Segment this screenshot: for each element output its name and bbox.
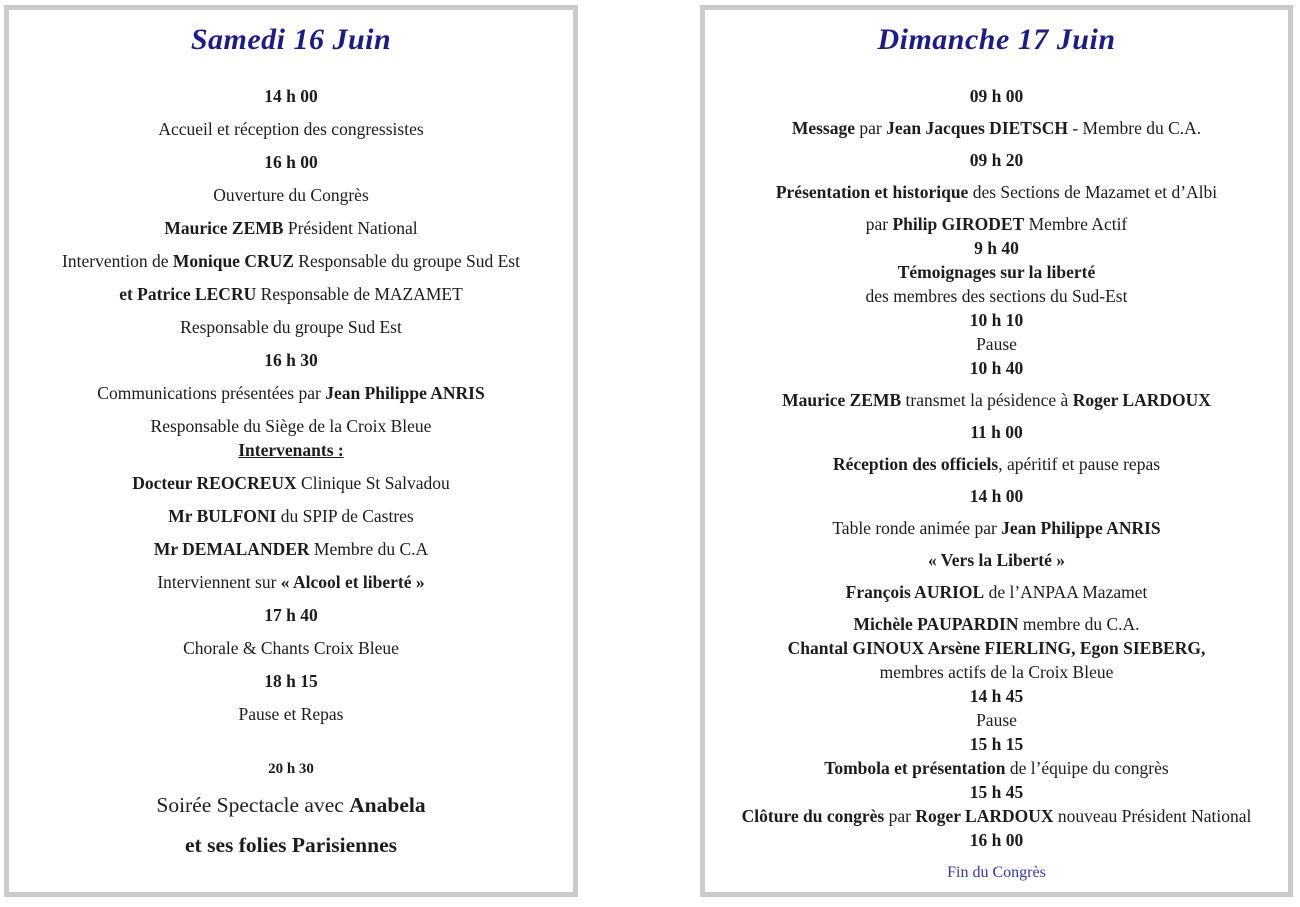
- schedule-line: [711, 452, 1282, 477]
- text-segment: des Sections de Mazamet et d’Albi: [968, 182, 1218, 202]
- text-segment: 18 h 15: [264, 671, 318, 691]
- text-segment: nouveau Président National: [1053, 806, 1252, 826]
- text-segment: Pause et Repas: [238, 704, 344, 724]
- text-segment: et ses folies Parisiennes: [185, 833, 397, 857]
- text-segment: du SPIP de Castres: [276, 506, 414, 526]
- schedule-line: [15, 603, 567, 628]
- schedule-line: [15, 636, 567, 661]
- text-segment: transmet la pésidence à: [901, 390, 1073, 410]
- schedule-line: [711, 732, 1282, 756]
- text-segment: François AURIOL: [845, 582, 985, 602]
- text-segment: Réception des officiels: [832, 454, 999, 474]
- schedule-line: [711, 484, 1282, 509]
- text-segment: Ouverture du Congrès: [213, 185, 369, 205]
- text-segment: Jean Philippe ANRIS: [1001, 518, 1161, 538]
- text-segment: Membre Actif: [1024, 214, 1128, 234]
- schedule-line: [711, 260, 1282, 284]
- text-segment: , apéritif et pause repas: [998, 454, 1161, 474]
- text-segment: Maurice ZEMB: [782, 390, 902, 410]
- text-segment: Intervention de: [62, 251, 173, 271]
- text-segment: Message: [791, 118, 856, 138]
- text-segment: Roger LARDOUX: [915, 806, 1054, 826]
- text-segment: par: [855, 118, 887, 138]
- text-segment: Tombola et présentation: [824, 758, 1006, 778]
- text-segment: Jean Jacques DIETSCH: [886, 118, 1068, 138]
- schedule-saturday: [9, 84, 573, 860]
- schedule-line: [711, 660, 1282, 684]
- text-segment: membres actifs de la Croix Bleue: [879, 662, 1114, 682]
- text-segment: Michèle PAUPARDIN: [853, 614, 1019, 634]
- text-segment: Communications présentées par: [97, 383, 326, 403]
- text-segment: 14 h 45: [969, 686, 1024, 706]
- schedule-line: [711, 780, 1282, 804]
- text-segment: Président National: [283, 218, 418, 238]
- text-segment: Intervenants :: [238, 440, 344, 460]
- schedule-line: [711, 548, 1282, 573]
- text-segment: Témoignages sur la liberté: [897, 262, 1096, 282]
- schedule-line: [15, 315, 567, 340]
- program-page-sunday: [700, 5, 1293, 897]
- text-segment: Mr DEMALANDER: [153, 539, 310, 559]
- text-segment: et Patrice LECRU: [119, 284, 257, 304]
- text-segment: Pause: [976, 710, 1017, 730]
- text-segment: 17 h 40: [264, 605, 318, 625]
- text-segment: par: [865, 214, 893, 234]
- schedule-line: [711, 116, 1282, 141]
- page-title-sunday: Dimanche 17 Juin: [877, 23, 1116, 56]
- text-segment: de l’équipe du congrès: [1005, 758, 1169, 778]
- text-segment: 20 h 30: [268, 761, 314, 777]
- schedule-line: [711, 388, 1282, 413]
- schedule-line: [711, 148, 1282, 173]
- text-segment: Membre du C.A: [309, 539, 429, 559]
- schedule-line: [15, 282, 567, 307]
- schedule-line: [711, 804, 1282, 828]
- schedule-line: [711, 212, 1282, 236]
- text-segment: Table ronde animée par: [832, 518, 1002, 538]
- schedule-line: [711, 356, 1282, 381]
- text-segment: Soirée Spectacle avec: [156, 793, 350, 817]
- schedule-line: [15, 117, 567, 142]
- text-segment: Clôture du congrès: [741, 806, 885, 826]
- schedule-line: [711, 84, 1282, 109]
- text-segment: Responsable du groupe Sud Est: [293, 251, 520, 271]
- schedule-sunday: [705, 84, 1288, 885]
- schedule-line: [711, 636, 1282, 660]
- text-segment: Docteur REOCREUX: [132, 473, 297, 493]
- text-segment: Monique CRUZ: [172, 251, 294, 271]
- text-segment: 11 h 00: [970, 422, 1023, 442]
- text-segment: « Vers la Liberté »: [927, 550, 1066, 570]
- schedule-line: [711, 708, 1282, 732]
- text-segment: 10 h 40: [969, 358, 1024, 378]
- schedule-line: [15, 537, 567, 562]
- text-segment: par: [884, 806, 916, 826]
- text-segment: Accueil et réception des congressistes: [158, 119, 424, 139]
- text-segment: 09 h 20: [969, 150, 1024, 170]
- schedule-line: [711, 612, 1282, 636]
- text-segment: 15 h 45: [969, 782, 1024, 802]
- text-segment: 10 h 10: [969, 310, 1024, 330]
- schedule-line: [15, 150, 567, 175]
- text-segment: Jean Philippe ANRIS: [325, 383, 485, 403]
- text-segment: Interviennent sur: [157, 572, 281, 592]
- schedule-line: [15, 830, 567, 860]
- schedule-line: [15, 669, 567, 694]
- schedule-line: [15, 471, 567, 496]
- schedule-line: [15, 216, 567, 241]
- text-segment: Chantal GINOUX Arsène FIERLING, Egon SIEBERG,: [787, 638, 1206, 658]
- schedule-line: [15, 381, 567, 406]
- schedule-line: [15, 757, 567, 782]
- schedule-line: [15, 790, 567, 820]
- page-title-saturday: Samedi 16 Juin: [190, 23, 392, 56]
- schedule-line: [711, 420, 1282, 445]
- schedule-line: [711, 332, 1282, 356]
- text-segment: de l’ANPAA Mazamet: [984, 582, 1148, 602]
- schedule-line: [15, 84, 567, 109]
- schedule-line: [711, 308, 1282, 332]
- text-segment: 09 h 00: [969, 86, 1024, 106]
- text-segment: Responsable de MAZAMET: [256, 284, 463, 304]
- text-segment: Clinique St Salvadou: [296, 473, 450, 493]
- text-segment: Anabela: [349, 793, 426, 817]
- text-segment: des membres des sections du Sud-Est: [865, 286, 1128, 306]
- schedule-line: [15, 414, 567, 438]
- schedule-line: [15, 348, 567, 373]
- text-segment: Mr BULFONI: [168, 506, 277, 526]
- text-segment: 16 h 00: [264, 152, 318, 172]
- schedule-line: [711, 180, 1282, 205]
- text-segment: Fin du Congrès: [947, 864, 1046, 881]
- text-segment: Roger LARDOUX: [1072, 390, 1211, 410]
- text-segment: 9 h 40: [974, 238, 1019, 258]
- schedule-line: [711, 580, 1282, 605]
- schedule-line: [15, 438, 567, 463]
- schedule-line: [711, 236, 1282, 260]
- program-page-saturday: [4, 5, 578, 897]
- schedule-line: [15, 504, 567, 529]
- schedule-line: [711, 284, 1282, 308]
- text-segment: Responsable du Siège de la Croix Bleue: [150, 416, 432, 436]
- text-segment: Chorale & Chants Croix Bleue: [183, 638, 399, 658]
- text-segment: membre du C.A.: [1018, 614, 1140, 634]
- text-segment: 14 h 00: [264, 86, 318, 106]
- text-segment: 14 h 00: [969, 486, 1024, 506]
- text-segment: Pause: [976, 334, 1017, 354]
- schedule-line: [711, 756, 1282, 780]
- text-segment: Responsable du groupe Sud Est: [180, 317, 402, 337]
- schedule-line: [15, 249, 567, 274]
- text-segment: 16 h 30: [264, 350, 318, 370]
- schedule-line: [711, 860, 1282, 885]
- text-segment: Présentation et historique: [775, 182, 969, 202]
- text-segment: 16 h 00: [969, 830, 1024, 850]
- text-segment: - Membre du C.A.: [1067, 118, 1202, 138]
- text-segment: Philip GIRODET: [892, 214, 1025, 234]
- schedule-line: [15, 702, 567, 727]
- text-segment: 15 h 15: [969, 734, 1024, 754]
- schedule-line: [711, 684, 1282, 708]
- schedule-line: [711, 828, 1282, 853]
- schedule-line: [711, 516, 1282, 541]
- schedule-line: [15, 570, 567, 595]
- schedule-line: [15, 183, 567, 208]
- text-segment: Maurice ZEMB: [164, 218, 284, 238]
- text-segment: « Alcool et liberté »: [280, 572, 425, 592]
